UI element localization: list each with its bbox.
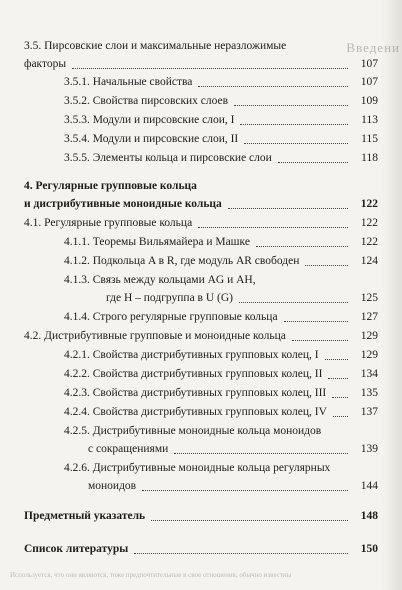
toc-entry-title: 4.1.2. Подкольца A в R, где модуль AR свободен [64,255,300,267]
toc-entry-s426b [0,478,402,495]
toc-entry-title: Список литературы [24,543,129,555]
toc-entry-title: 4.2.2. Свойства дистрибутивных групповых колец, II [64,368,323,380]
toc-page-number: 150 [360,543,378,555]
leader-dots [174,441,348,454]
toc-entry-title: 4.2.4. Свойства дистрибутивных групповых колец, IV [64,406,327,418]
leader-dots [332,385,348,398]
toc-entry-s414 [0,309,402,326]
toc-entry-title: 4.1.4. Строго регулярные групповые кольца [64,311,278,323]
toc-entry-s412 [0,253,402,270]
toc-entry-title: 4.1.1. Теоремы Вильямайера и Машке [64,236,250,248]
toc-entry-title: 4.2.6. Дистрибутивные моноидные кольца регулярных [64,462,331,474]
leader-dots [292,328,348,341]
toc-entry-s413a [0,272,402,289]
toc-entry-title: с сокращениями [88,443,169,455]
toc-entry-s425b [0,441,402,458]
toc-entry-lit [0,541,402,558]
toc-entry-s354 [0,131,402,148]
toc-entry-s353 [0,112,402,129]
toc-entry-title: и дистрибутивные моноидные кольца [24,198,222,210]
toc-page-number: 113 [361,114,378,126]
toc-entry-title: 4.2.3. Свойства дистрибутивных групповых колец, III [64,387,327,399]
toc-page-number: 115 [361,133,378,145]
toc-entry-s35b [0,56,402,73]
toc-entry-title: 4.2.5. Дистрибутивные моноидные кольца моноидов [64,425,322,437]
toc-page-number: 144 [360,480,378,492]
toc-entry-s4a [0,178,402,195]
toc-page-number: 125 [360,292,378,304]
toc-entry-s352 [0,93,402,110]
toc-entry-title: 3.5.3. Модули и пирсовские слои, I [64,114,235,126]
toc-entry-s426a [0,460,402,477]
toc-page-number: 129 [360,349,378,361]
toc-page-number: 137 [360,406,378,418]
toc-entry-s351 [0,74,402,91]
toc-entry-s422 [0,366,402,383]
leader-dots [134,541,348,554]
leader-dots [72,56,348,69]
toc-page-number: 124 [360,255,378,267]
leader-dots [240,112,348,125]
toc-entry-s413b [0,290,402,307]
toc-page-number: 118 [361,152,378,164]
toc-entry-s4b [0,196,402,213]
toc-page-number: 107 [360,58,378,70]
toc-page-number: 122 [360,198,378,210]
leader-dots [305,253,348,266]
leader-dots [256,234,348,247]
leader-dots [325,347,348,360]
toc-entry-s355 [0,150,402,167]
toc-entry-title: 4.2.1. Свойства дистрибутивных групповых колец, I [64,349,319,361]
leader-dots [278,150,348,163]
toc-page-number: 148 [360,510,378,522]
leader-dots [239,290,348,303]
leader-dots [244,131,348,144]
toc-entry-title: моноидов [88,480,137,492]
toc-entry-title: где H – подгруппа в U (G) [106,292,234,304]
toc-entry-title: 4.1. Регулярные групповые кольца [24,217,193,229]
toc-entry-s42 [0,328,402,345]
toc-entry-title: 3.5.5. Элементы кольца и пирсовские слои [64,152,272,164]
toc-page-number: 107 [360,76,378,88]
toc-entry-s421 [0,347,402,364]
toc-page-number: 129 [360,330,378,342]
toc-entry-s41 [0,215,402,232]
toc-page-number: 127 [360,311,378,323]
toc-entry-title: 3.5.1. Начальные свойства [64,76,193,88]
toc-entry-title: 4.1.3. Связь между кольцами AG и AH, [64,274,256,286]
toc-entry-title: Предметный указатель [24,510,146,522]
leader-dots [328,366,348,379]
leader-dots [228,196,348,209]
toc-page-number: 134 [360,368,378,380]
toc-entry-title: 3.5.2. Свойства пирсовских слоев [64,95,229,107]
bleed-footnote: Используется, что они являются, тоже предпочтительные в свое отношения, обычно известны [10,572,292,579]
toc-page-number: 122 [360,236,378,248]
leader-dots [142,478,348,491]
leader-dots [198,74,348,87]
toc-entry-title: факторы [24,58,67,70]
leader-dots [151,508,348,521]
toc-entry-s423 [0,385,402,402]
toc-entry-title: 3.5.4. Модули и пирсовские слои, II [64,133,239,145]
toc-entry-s35a [0,38,402,55]
toc-entry-s425a [0,423,402,440]
toc-entry-s424 [0,404,402,421]
toc-page-number: 122 [360,217,378,229]
leader-dots [198,215,348,228]
toc-entry-idx [0,508,402,525]
toc-page-number: 109 [360,95,378,107]
leader-dots [333,404,348,417]
leader-dots [234,93,348,106]
toc-entry-s411 [0,234,402,251]
toc-entry-title: 4. Регулярные групповые кольца [24,180,197,192]
toc-page-number: 135 [360,387,378,399]
leader-dots [284,309,348,322]
toc-entry-title: 4.2. Дистрибутивные групповые и моноидные кольца [24,330,286,342]
toc-entry-title: 3.5. Пирсовские слои и максимальные неразложимые [24,40,287,52]
toc-page-number: 139 [360,443,378,455]
bleed-heading: Введени [346,40,400,55]
